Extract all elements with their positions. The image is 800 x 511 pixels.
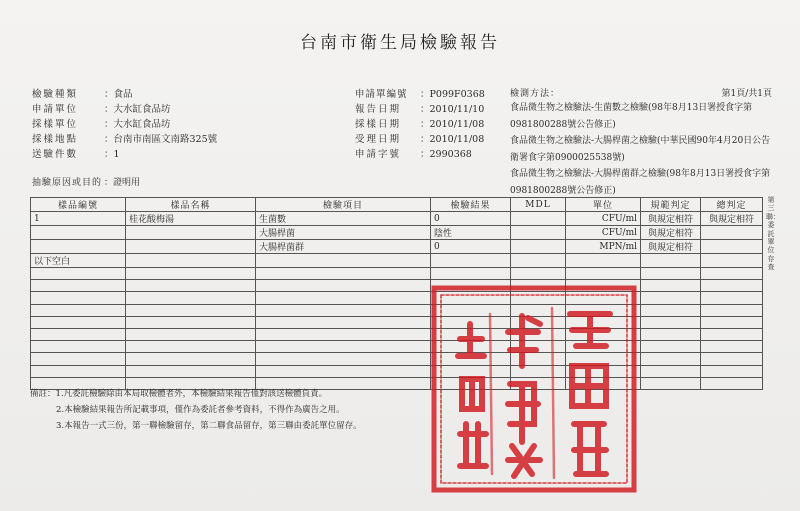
table-row — [31, 280, 763, 292]
table-cell — [126, 254, 256, 268]
table-cell: 生菌數 — [256, 212, 431, 226]
inspection-type-label: 檢驗種類 — [32, 89, 79, 100]
official-seal-stamp — [430, 284, 638, 494]
table-cell — [701, 226, 763, 240]
methods-label: 檢測方法： — [510, 89, 561, 99]
table-cell: 與規定相符 — [641, 226, 701, 240]
table-row — [31, 353, 763, 365]
table-cell: 大腸桿菌 — [256, 226, 431, 240]
report-title: 台南市衛生局檢驗報告 — [300, 33, 500, 53]
method-line: 食品微生物之檢驗法-大腸桿菌群之檢驗(98年8月13日署授食字第0981800288號公告修正) — [510, 169, 771, 196]
col-header-test-item: 檢驗項目 — [256, 198, 431, 212]
applicant-value: ：大水缸食品坊 — [104, 104, 171, 115]
table-cell: 以下空白 — [31, 254, 126, 268]
table-cell: 與規定相符 — [641, 240, 701, 254]
application-ref-label: 申請字號 — [355, 149, 402, 160]
table-cell — [511, 254, 566, 268]
table-cell: 與規定相符 — [701, 212, 763, 226]
col-header-sample-name: 樣品名稱 — [126, 198, 256, 212]
application-no-label: 申請單編號 — [355, 89, 408, 100]
sampling-date-label: 採樣日期 — [355, 119, 402, 130]
table-cell — [126, 226, 256, 240]
sampling-location-value: ：台南市南區文南路325號 — [104, 134, 218, 145]
method-line: 食品微生物之檢驗法-生菌數之檢驗(98年8月13日署授食字第0981800288號公告修正) — [510, 103, 753, 130]
table-cell — [701, 240, 763, 254]
remark-line: 備註：1.凡委託檢驗除由本局取檢體者外，本檢驗結果報告僅對該送檢體負責。 — [30, 389, 328, 399]
table-row — [31, 254, 763, 268]
received-date-label: 受理日期 — [355, 134, 402, 145]
table-cell — [701, 254, 763, 268]
table-cell — [566, 254, 641, 268]
table-row — [31, 292, 763, 304]
table-cell — [256, 254, 431, 268]
table-cell: 大腸桿菌群 — [256, 240, 431, 254]
table-cell: CFU/ml — [566, 226, 641, 240]
results-table — [30, 197, 763, 390]
table-cell — [511, 240, 566, 254]
table-row — [31, 226, 763, 240]
col-header-mdl: MDL — [511, 198, 566, 212]
report-date-label: 報告日期 — [355, 104, 402, 115]
table-row — [31, 341, 763, 353]
method-line: 食品微生物之檢驗法-大腸桿菌之檢驗(中華民國90年4月20日公告衛署食字第0900025538號) — [510, 136, 771, 163]
table-row — [31, 212, 763, 226]
table-cell — [31, 240, 126, 254]
remarks-block — [30, 386, 362, 434]
sample-count-value: ：1 — [104, 149, 120, 160]
table-row — [31, 240, 763, 254]
methods-list — [510, 100, 772, 199]
report-date-value: ：2010/11/10 — [420, 104, 485, 115]
purpose-label: 抽驗原因或目的 — [32, 178, 103, 188]
table-cell — [31, 226, 126, 240]
received-date-value: ：2010/11/08 — [420, 134, 485, 145]
applicant-label: 申請單位 — [32, 104, 79, 115]
page-number: 第1頁/共1頁 — [721, 89, 772, 99]
table-row — [31, 304, 763, 316]
table-cell: 0 — [431, 212, 511, 226]
table-cell — [511, 226, 566, 240]
remark-line: 2.本檢驗結果報告所記載事項，僅作為委託者參考資料，不得作為廣告之用。 — [56, 405, 345, 415]
table-row — [31, 268, 763, 280]
purpose-value: ：證明用 — [104, 178, 141, 188]
table-cell: 桂花酸梅湯 — [126, 212, 256, 226]
sampling-location-label: 採樣地點 — [32, 134, 79, 145]
col-header-overall: 總判定 — [701, 198, 763, 212]
table-row — [31, 328, 763, 340]
application-ref-value: ：2990368 — [420, 149, 472, 160]
table-cell — [511, 212, 566, 226]
table-cell: 陰性 — [431, 226, 511, 240]
inspection-type-value: ：食品 — [104, 89, 133, 100]
col-header-sample-no: 樣品編號 — [31, 198, 126, 212]
col-header-result: 檢驗結果 — [431, 198, 511, 212]
remark-line: 3.本報告一式三份，第一聯檢驗留存，第二聯食品留存，第三聯由委託單位留存。 — [56, 421, 362, 431]
application-no-value: ：P099F0368 — [420, 89, 485, 100]
table-header-row — [31, 198, 763, 212]
table-row — [31, 316, 763, 328]
sampling-unit-label: 採樣單位 — [32, 119, 79, 130]
table-row — [31, 365, 763, 377]
table-cell — [126, 240, 256, 254]
table-cell: CFU/ml — [566, 212, 641, 226]
table-cell — [431, 254, 511, 268]
sample-count-label: 送驗件數 — [32, 149, 79, 160]
col-header-standard: 規範判定 — [641, 198, 701, 212]
table-cell: 0 — [431, 240, 511, 254]
sampling-date-value: ：2010/11/08 — [420, 119, 485, 130]
table-cell: 與規定相符 — [641, 212, 701, 226]
table-cell: 1 — [31, 212, 126, 226]
table-cell — [641, 254, 701, 268]
table-cell: MPN/ml — [566, 240, 641, 254]
copy-side-note: 第三聯：委託單位存查 — [766, 196, 780, 272]
col-header-unit: 單位 — [566, 198, 641, 212]
sampling-unit-value: ：大水缸食品坊 — [104, 119, 171, 130]
